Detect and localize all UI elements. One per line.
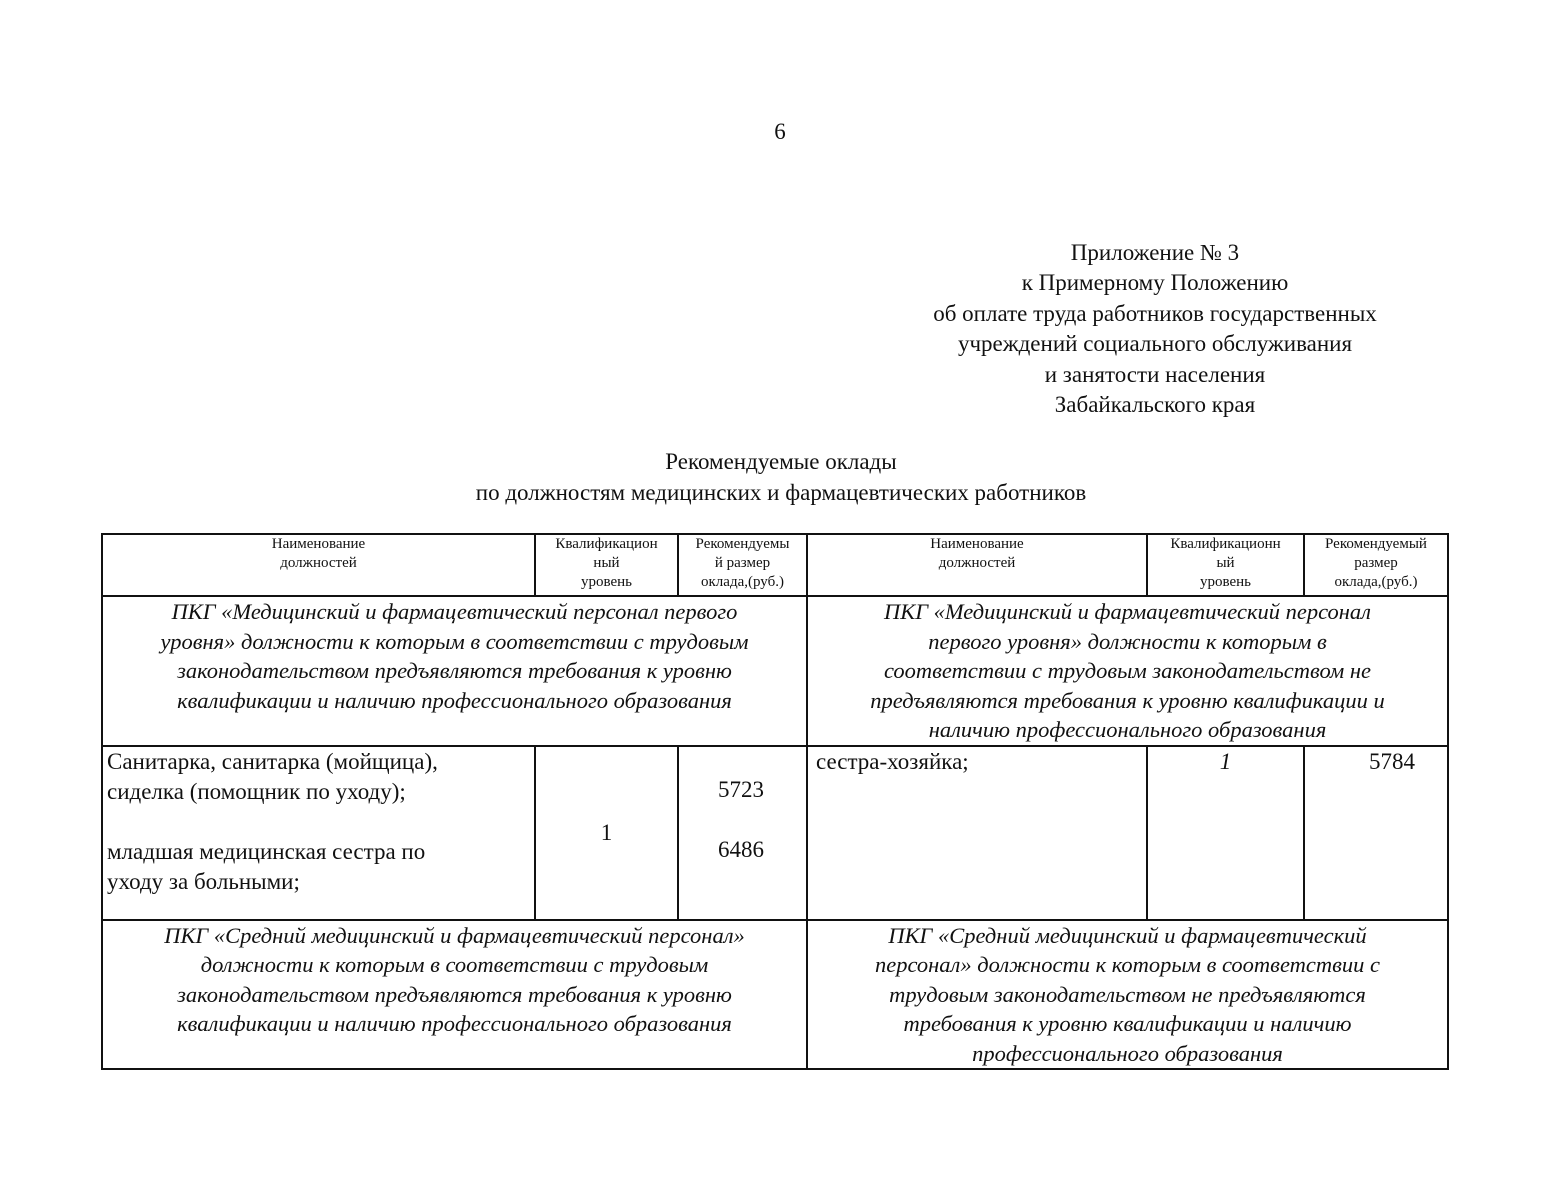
header-text: размер <box>1354 555 1398 571</box>
appendix-line: и занятости населения <box>1044 361 1266 387</box>
pkg-caption-left <box>102 596 807 746</box>
pkg-text: должности к которым в соответствии с трудовым <box>200 952 709 977</box>
header-position-name <box>807 534 1147 596</box>
header-salary <box>1304 534 1448 596</box>
header-text: оклада,(руб.) <box>1334 574 1418 590</box>
position-name: Санитарка, санитарка (мойщица), <box>107 748 438 774</box>
header-text: Рекомендуемый <box>1325 536 1427 552</box>
header-text: Наименование <box>930 536 1024 552</box>
qualification-level-cell: 1 <box>535 746 678 920</box>
appendix-line: об оплате труда работников государственных <box>933 300 1377 326</box>
pkg-text: ПКГ «Медицинский и фармацевтический персонал <box>884 599 1371 624</box>
pkg-text: законодательством предъявляются требования к уровню <box>177 981 732 1007</box>
pkg-text: соответствии с трудовым законодательством не <box>883 658 1371 683</box>
pkg-row-middle-level <box>102 920 1448 1070</box>
header-text: Рекомендуемы <box>695 536 790 552</box>
header-qualification-level <box>1147 534 1304 596</box>
pkg-text: ПКГ «Медицинский и фармацевтический персонал первого <box>171 599 738 624</box>
pkg-text: требования к уровню квалификации и наличию <box>903 1011 1352 1036</box>
pkg-text: предъявляются требования к уровню квалификации и <box>870 687 1385 713</box>
header-text: ный <box>593 555 620 571</box>
header-text: должностей <box>938 555 1016 571</box>
pkg-text: ПКГ «Средний медицинский и фармацевтический персонал» <box>164 922 745 948</box>
position-name: уходу за больными; <box>107 868 300 894</box>
document-title-line: Рекомендуемые оклады <box>665 449 897 474</box>
pkg-row-first-level <box>102 596 1448 746</box>
qualification-level-cell: 1 <box>1147 746 1304 920</box>
salary-table <box>101 533 1449 1070</box>
header-text: й размер <box>714 555 771 571</box>
salary-cell: 5784 <box>1304 746 1448 920</box>
pkg-text: квалификации и наличию профессионального образования <box>177 687 732 713</box>
header-qualification-level <box>535 534 678 596</box>
appendix-line: Приложение № 3 <box>1070 240 1240 265</box>
position-names-cell: сестра-хозяйка; <box>807 746 1147 920</box>
pkg-text: наличию профессионального образования <box>928 717 1327 742</box>
header-text: уровень <box>580 574 633 590</box>
header-salary <box>678 534 807 596</box>
document-title-line: по должностям медицинских и фармацевтических работников <box>475 480 1087 505</box>
pkg-caption-right <box>807 596 1448 746</box>
pkg-text: квалификации и наличию профессионального образования <box>177 1011 732 1036</box>
pkg-text: ПКГ «Средний медицинский и фармацевтический <box>888 922 1367 948</box>
header-text: должностей <box>280 555 357 571</box>
salary-value: 6486 <box>718 836 764 862</box>
position-names-cell <box>102 746 535 920</box>
header-text: Квалификацион <box>555 536 658 552</box>
pkg-caption-right <box>807 920 1448 1070</box>
document-title <box>0 446 1552 508</box>
header-text: Квалификационн <box>1170 536 1281 552</box>
appendix-line: Забайкальского края <box>1054 392 1256 418</box>
pkg-text: трудовым законодательством не предъявляются <box>889 981 1366 1007</box>
pkg-caption-left <box>102 920 807 1070</box>
pkg-text: персонал» должности к которым в соответствии с <box>874 952 1381 977</box>
table-header-row <box>102 534 1448 596</box>
page-number: 6 <box>774 119 786 144</box>
position-name: сиделка (помощник по уходу); <box>107 778 406 804</box>
header-text: оклада,(руб.) <box>701 574 784 590</box>
pkg-text: законодательством предъявляются требования к уровню <box>177 658 732 683</box>
pkg-text: профессионального образования <box>972 1040 1283 1066</box>
table-row <box>102 746 1448 920</box>
appendix-heading <box>880 238 1430 420</box>
appendix-line: учреждений социального обслуживания <box>957 331 1353 357</box>
pkg-text: уровня» должности к которым в соответствии с трудовым <box>160 628 749 654</box>
header-text: Наименование <box>271 536 366 552</box>
salary-value: 5723 <box>718 776 764 802</box>
header-text: ый <box>1216 555 1235 571</box>
salary-cell <box>678 746 807 920</box>
header-position-name <box>102 534 535 596</box>
position-name: младшая медицинская сестра по <box>107 838 426 864</box>
appendix-line: к Примерному Положению <box>1021 270 1289 296</box>
header-text: уровень <box>1199 574 1252 590</box>
pkg-text: первого уровня» должности к которым в <box>928 628 1327 654</box>
